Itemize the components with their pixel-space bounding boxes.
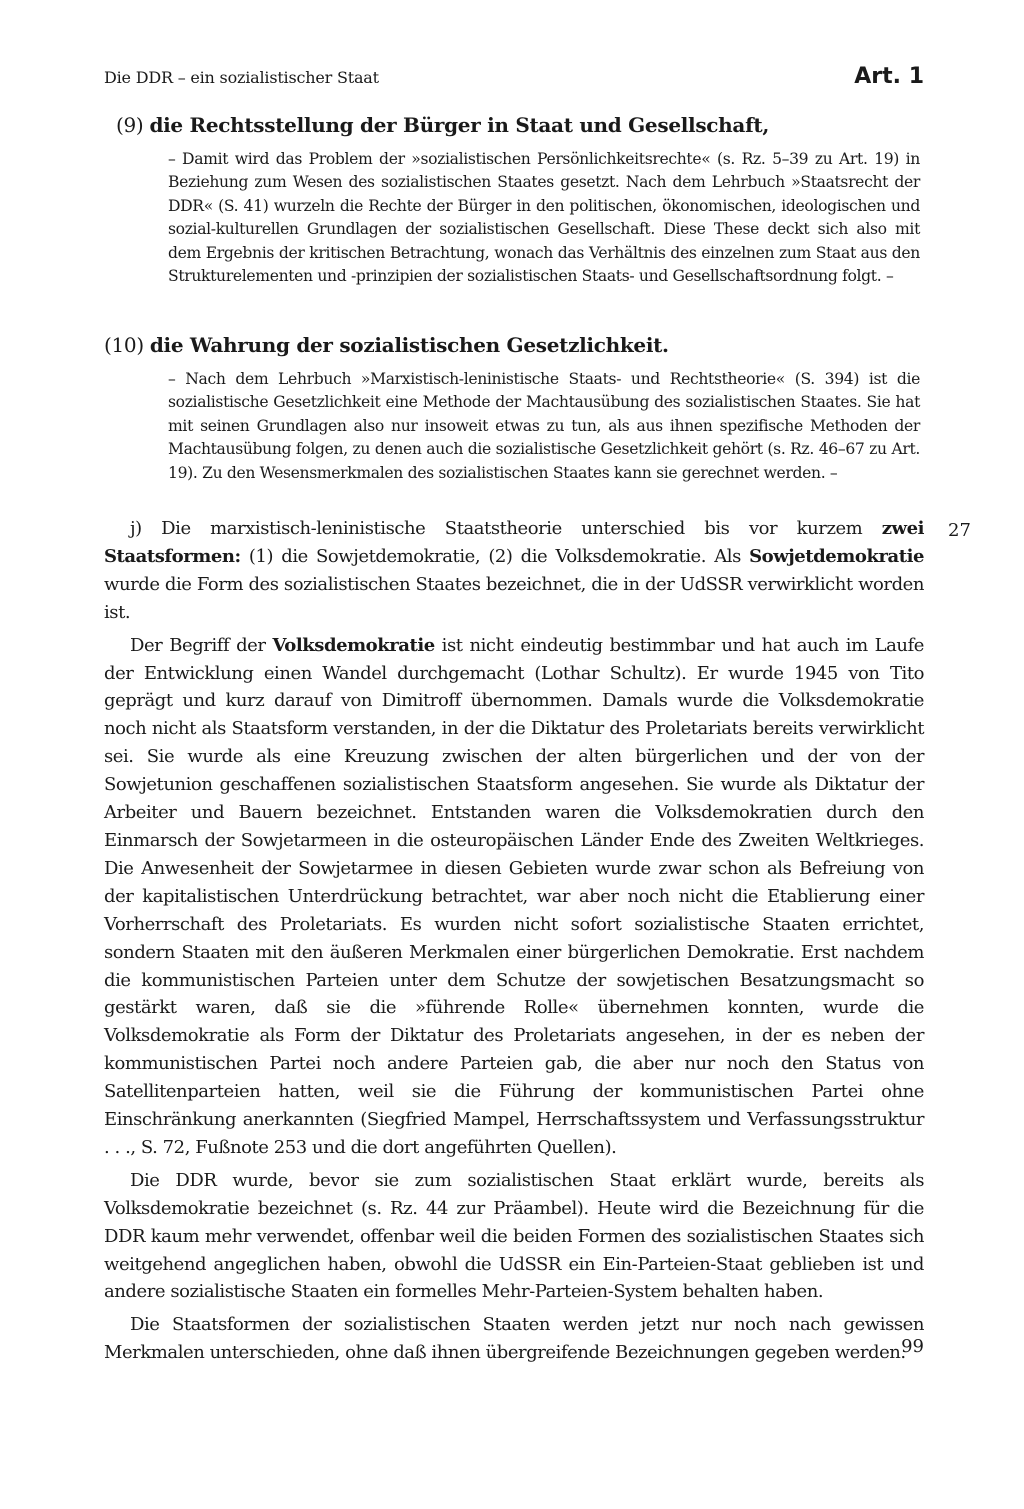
margin-number: 27 — [948, 520, 971, 541]
bold-term: Volksdemokratie — [272, 634, 435, 656]
page-number: 99 — [901, 1336, 924, 1357]
enumerated-item-9 — [104, 110, 924, 288]
text-run: ist nicht eindeutig bestimmbar und hat auch im Laufe der Entwicklung einen Wandel durchgemacht (Lothar Schultz). Er wurde 1945 von Tito geprägt und kurz darauf von Dimitroff übernommen. Damals wurde die Volksdemokratie noch nicht als Staatsform verstanden, in der die Diktatur des Proletariats bereits verwirklicht sei. Sie wurde als eine Kreuzung zwischen der alten bürgerlichen und der von der Sowjetunion geschaffenen sozialistischen Staatsform angesehen. Sie wurde als Diktatur der Arbeiter und Bauern bezeichnet. Entstanden waren die Volksdemokratien durch den Einmarsch der Sowjetarmeen in die osteuropäischen Länder Ende des Zweiten Weltkrieges. Die Anwesenheit der Sowjetarmee in diesen Gebieten wurde zwar schon als Befreiung von der kapitalistischen Unterdrückung betrachtet, war aber noch nicht die Etablierung einer Vorherrschaft des Proletariats. Es wurden nicht sofort sozialistische Staaten errichtet, sondern Staaten mit den äußeren Merkmalen einer bürgerlichen Demokratie. Erst nachdem die kommunistischen Parteien unter dem Schutze der sowjetischen Besatzungsmacht so gestärkt waren, daß sie die »führende Rolle« übernehmen konnten, wurde die Volksdemokratie als Form der Diktatur des Proletariats angesehen, in der es neben der kommunistischen Partei noch andere Parteien gab, die aber nur noch den Status von Satellitenparteien hatten, weil sie die Führung der kommunistischen Partei ohne Einschränkung anerkannten (Siegfried Mampel, Herrschaftssystem und Verfassungsstruktur . . ., S. 72, Fußnote 253 und die dort angeführten Quellen). — [104, 634, 924, 1158]
item-commentary: – Nach dem Lehrbuch »Marxistisch-leninistische Staats- und Rechtstheorie« (S. 394) ist die sozialistische Gesetzlichkeit eine Methode der Machtausübung des sozialistischen Staates. Sie hat mit seinen Grundlagen also nur insoweit etwas zu tun, als aus ihnen spezifische Methoden der Machtausübung folgen, zu denen auch die sozialistische Gesetzlichkeit gehört (s. Rz. 46–67 zu Art. 19). Zu den Wesensmerkmalen des sozialistischen Staates kann sie gerechnet werden. – — [168, 370, 920, 482]
item-heading — [104, 330, 924, 360]
bold-term: zwei Staatsformen: — [104, 518, 924, 567]
paragraph-staatsformen-heute: Die Staatsformen der sozialistischen Staaten werden jetzt nur noch nach gewissen Merkmalen unterschieden, ohne daß ihnen übergreifende Bezeichnungen gegeben werden. — [104, 1314, 924, 1364]
main-text — [104, 515, 924, 1372]
article-label: Art. 1 — [854, 64, 924, 89]
text-run: wurde die Form des sozialistischen Staates bezeichnet, die in der UdSSR verwirklicht worden ist. — [104, 573, 924, 623]
paragraph-ddr: Die DDR wurde, bevor sie zum sozialistischen Staat erklärt wurde, bereits als Volksdemokratie bezeichnet (s. Rz. 44 zur Präambel). Heute wird die Bezeichnung für die DDR kaum mehr verwendet, offenbar weil die beiden Formen des sozialistischen Staates sich weitgehend angeglichen haben, obwohl die UdSSR ein Ein-Parteien-Staat geblieben ist und andere sozialistische Staaten ein formelles Mehr-Parteien-System behalten haben. — [104, 1169, 924, 1303]
item-heading — [104, 110, 924, 140]
item-heading-text: die Wahrung der sozialistischen Gesetzlichkeit. — [149, 333, 669, 357]
bold-term: Sowjetdemokratie — [749, 545, 924, 567]
running-title: Die DDR – ein sozialistischer Staat — [104, 68, 379, 87]
item-commentary: – Damit wird das Problem der »sozialistischen Persönlichkeitsrechte« (s. Rz. 5–39 zu Art. 19) in Beziehung zum Wesen des sozialistischen Staates gesetzt. Nach dem Lehrbuch »Staatsrecht der DDR« (S. 41) wurzeln die Rechte der Bürger in den politischen, ökonomischen, ideologischen und sozial-kulturellen Grundlagen der sozialistischen Gesellschaft. Diese These deckt sich also mit dem Ergebnis der kritischen Betrachtung, wonach das Verhältnis des einzelnen zum Staat aus den Strukturelementen und -prinzipien der sozialistischen Staats- und Gesellschaftsordnung folgt. – — [168, 150, 920, 286]
paragraph-staatsformen — [104, 515, 924, 627]
paragraph-volksdemokratie — [104, 632, 924, 1162]
item-heading-text: die Rechtsstellung der Bürger in Staat und Gesellschaft, — [149, 113, 769, 137]
item-number: (9) — [116, 113, 144, 137]
text-run: (1) die Sowjetdemokratie, (2) die Volksdemokratie. Als — [240, 545, 750, 567]
running-header — [104, 64, 924, 94]
enumerated-item-10 — [104, 330, 924, 485]
text-run: Der Begriff der — [130, 634, 273, 656]
item-number: (10) — [104, 333, 144, 357]
text-run: j) Die marxistisch-leninistische Staatstheorie unterschied bis vor kurzem — [130, 518, 882, 539]
